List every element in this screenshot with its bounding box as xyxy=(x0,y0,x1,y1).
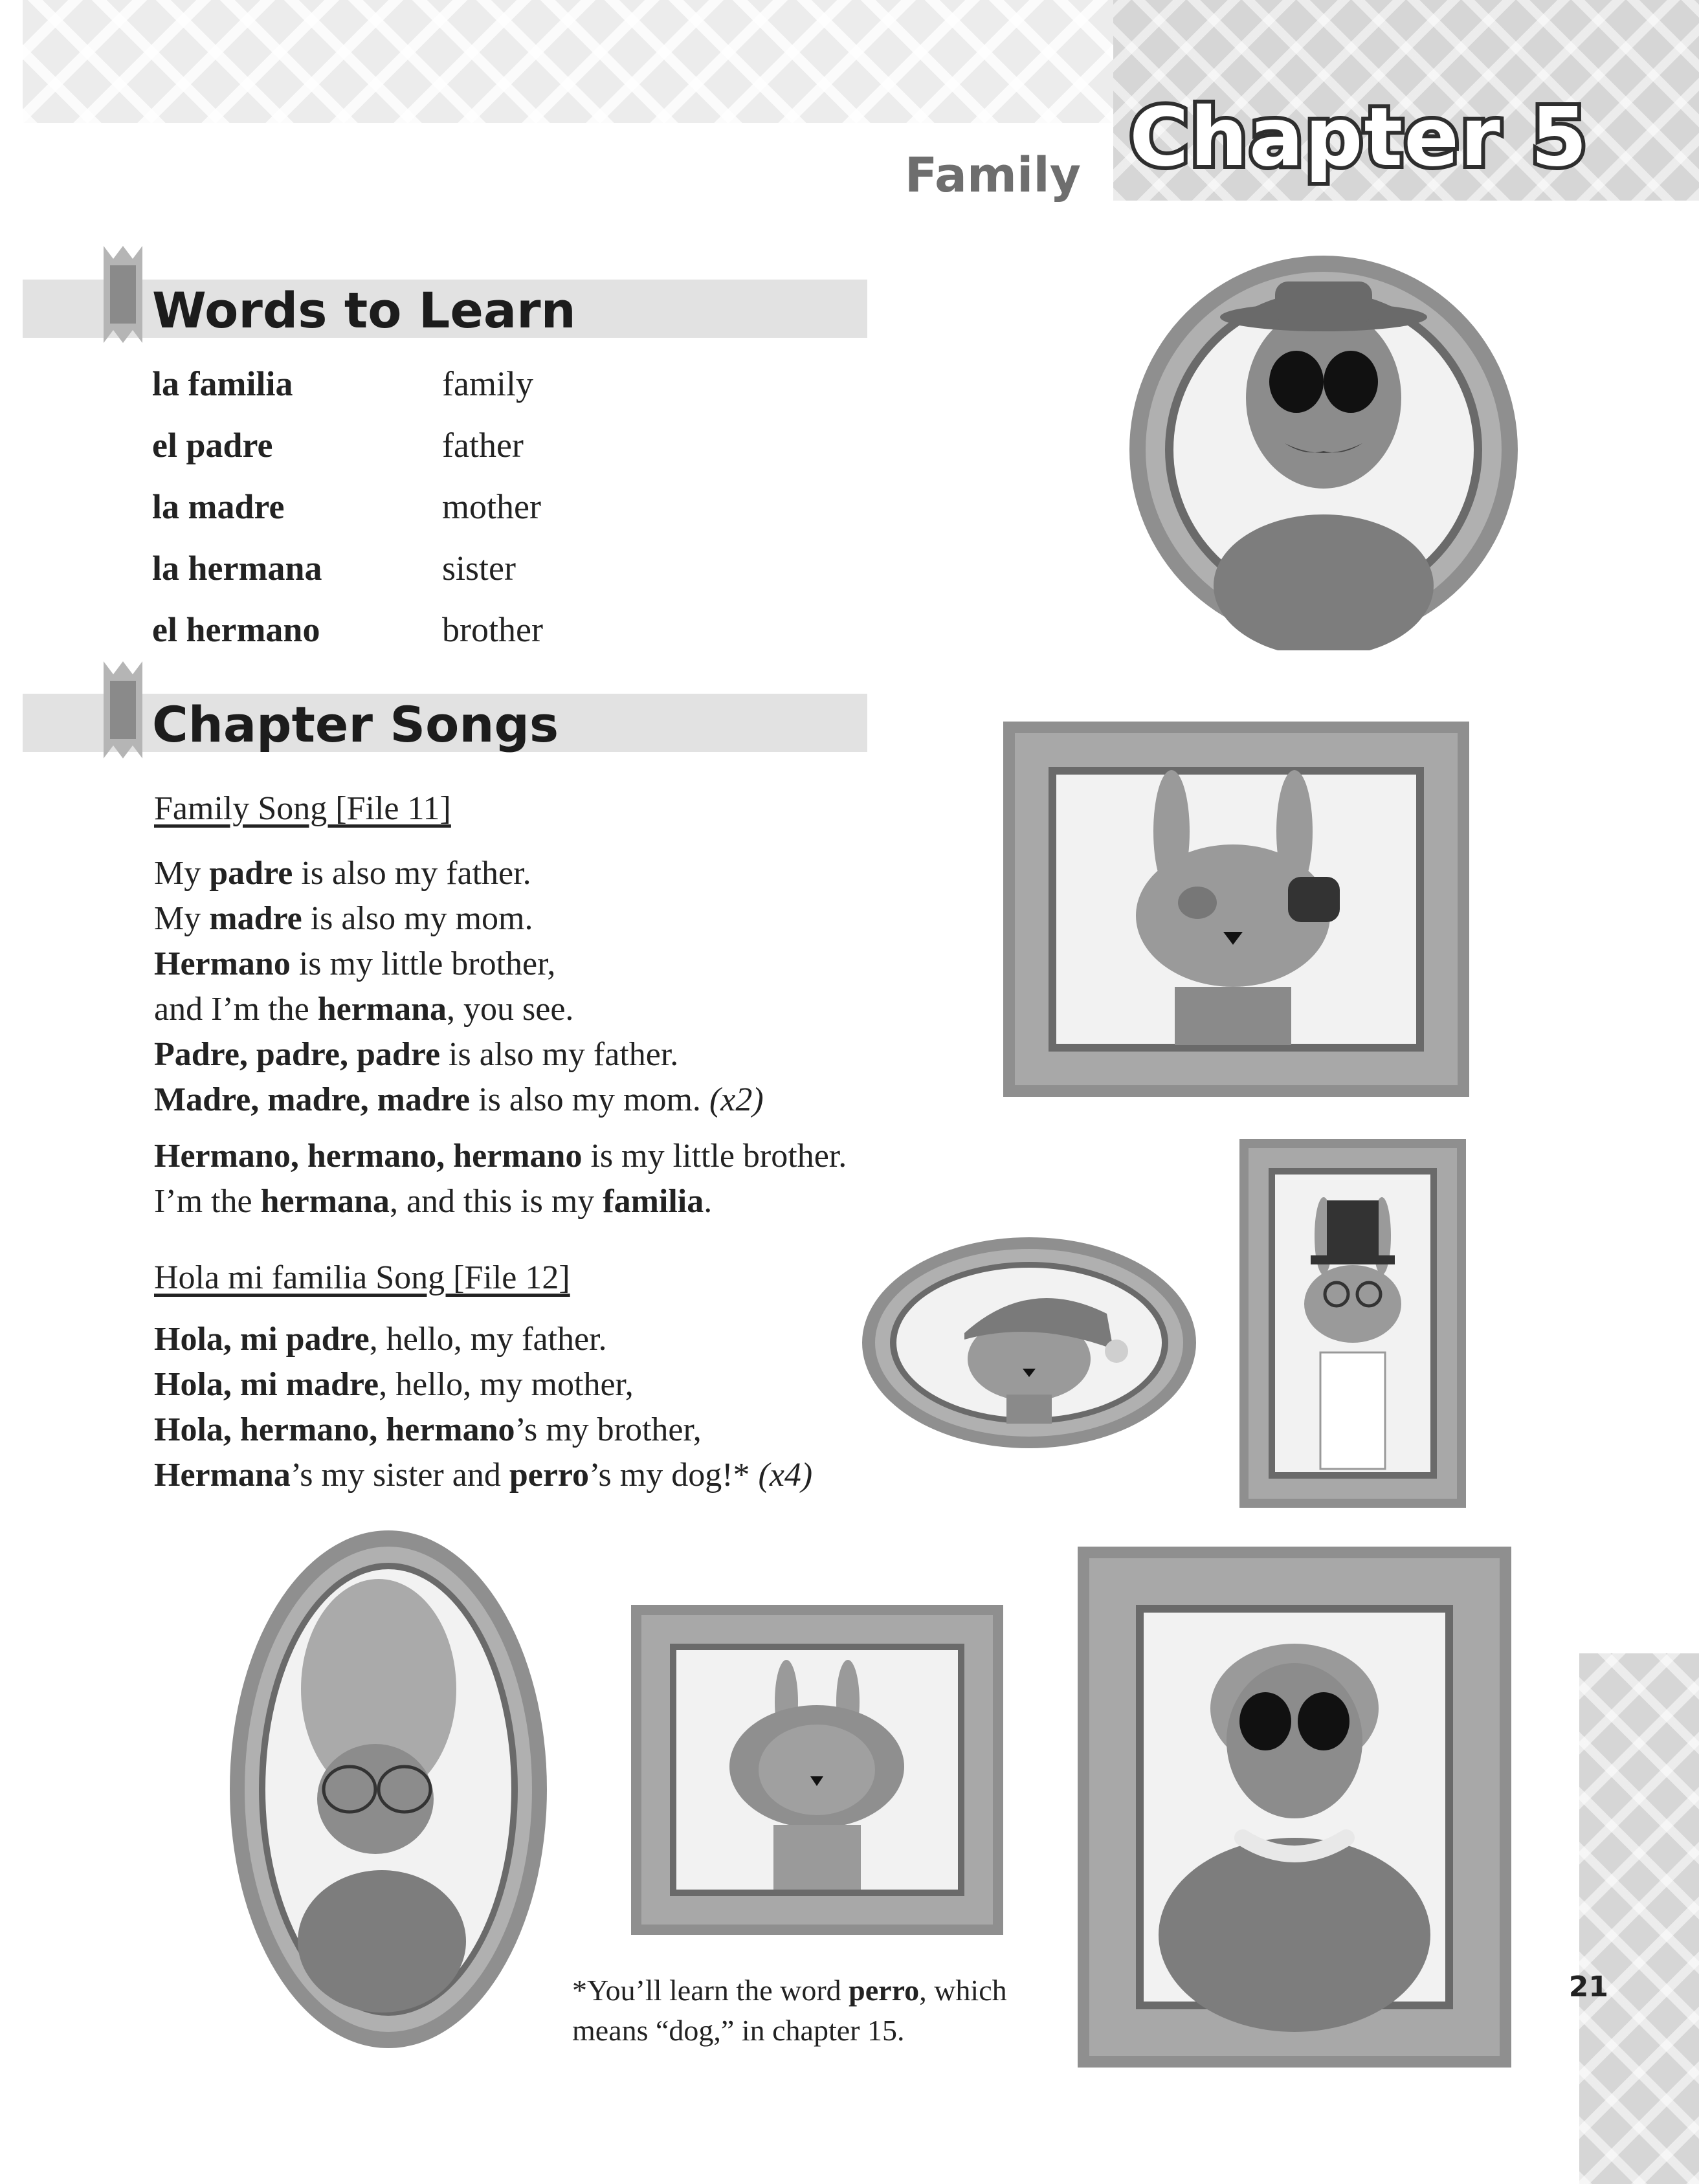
vocab-spanish: el padre xyxy=(152,425,273,465)
lyric-line: Hermana’s my sister and perro’s my dog!* (x4) xyxy=(154,1457,813,1494)
pirate-rabbit-portrait xyxy=(1003,722,1469,1097)
vocab-spanish: la hermana xyxy=(152,548,322,588)
lyric-line: Hermano, hermano, hermano is my little brother. xyxy=(154,1138,847,1175)
lyric-line: Padre, padre, padre is also my father. xyxy=(154,1036,679,1073)
grandmother-turtle-portrait xyxy=(227,1527,550,2051)
lyric-line: Hola, hermano, hermano’s my brother, xyxy=(154,1411,702,1448)
song1-verse1 xyxy=(154,851,764,1123)
santa-hat-rabbit-portrait xyxy=(861,1236,1197,1450)
header-pattern-band xyxy=(23,0,1113,123)
curly-rabbit-portrait xyxy=(631,1605,1003,1935)
chapter-subtitle: Family xyxy=(904,148,1081,203)
words-section-title: Words to Learn xyxy=(152,281,576,339)
song2-verse xyxy=(154,1317,812,1498)
songs-section-title: Chapter Songs xyxy=(152,696,559,753)
turtle-mother-portrait xyxy=(1078,1547,1511,2068)
song1-verse2 xyxy=(154,1134,847,1224)
vocab-row xyxy=(152,476,543,537)
vocab-row xyxy=(152,353,543,414)
vocab-spanish: el hermano xyxy=(152,610,320,649)
vocab-row xyxy=(152,599,543,660)
vocab-row xyxy=(152,414,543,476)
turtle-father-portrait xyxy=(1123,249,1524,650)
footnote-line: means “dog,” in chapter 15. xyxy=(572,2014,905,2047)
lyric-line: and I’m the hermana, you see. xyxy=(154,991,574,1028)
vocab-spanish: la familia xyxy=(152,364,293,403)
vocab-english: brother xyxy=(442,610,543,649)
lyric-line: My madre is also my mom. xyxy=(154,900,533,937)
lyric-line: Hola, mi padre, hello, my father. xyxy=(154,1321,607,1358)
song2-title: Hola mi familia Song [File 12] xyxy=(154,1259,570,1296)
lyric-line: My padre is also my father. xyxy=(154,855,531,892)
vocab-row xyxy=(152,537,543,599)
song1-title: Family Song [File 11] xyxy=(154,790,451,827)
lyric-line: Hermano is my little brother, xyxy=(154,945,556,982)
vocab-english: mother xyxy=(442,487,541,526)
top-hat-rabbit-portrait xyxy=(1239,1139,1466,1508)
vocab-english: sister xyxy=(442,548,516,588)
page-number: 21 xyxy=(1568,1970,1608,2003)
vocab-english: family xyxy=(442,364,533,403)
footnote-line: *You’ll learn the word perro, which xyxy=(572,1974,1007,2007)
lyric-line: I’m the hermana, and this is my familia. xyxy=(154,1183,713,1220)
footnote xyxy=(572,1970,1007,2051)
vocab-list xyxy=(152,353,543,660)
vocab-spanish: la madre xyxy=(152,487,285,526)
lyric-line: Hola, mi madre, hello, my mother, xyxy=(154,1366,634,1403)
lyric-line: Madre, madre, madre is also my mom. (x2) xyxy=(154,1081,764,1118)
section-marker-icon xyxy=(97,661,149,758)
side-pattern-strip xyxy=(1579,1653,1699,2184)
section-marker-icon xyxy=(97,246,149,343)
chapter-title: Chapter 5 xyxy=(1129,91,1589,184)
vocab-english: father xyxy=(442,425,524,465)
